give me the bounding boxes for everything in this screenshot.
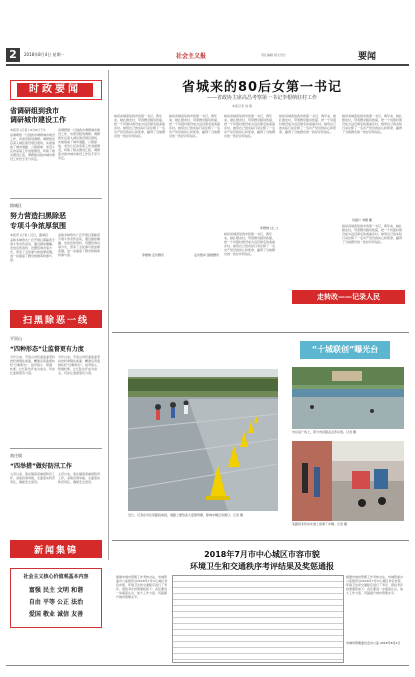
column-divider (108, 70, 109, 560)
main-body-col3: 她是省城派驻我市的第一书记，两年来，她扎根农村，带领群众脱贫致富，把一个贫困村建设成为远近闻名的美丽乡村。她用自己的实际行动诠释了一名共产党员的初心和使命，赢得了当地群众的一致好评和信任。 (224, 114, 276, 138)
main-byline: 本报记者 刘 翔 (232, 104, 252, 108)
main-body-col5: 她是省城派驻我市的第一书记，两年来，她扎根农村，带领群众脱贫致富，把一个贫困村建设成为远近闻名的美丽乡村。她用自己的实际行动诠释了一名共产党员的初心和使命，赢得了当地群众的一致好评和信任。 (342, 114, 403, 134)
photo-caption-2: 走访慰问 困难群众 (194, 253, 219, 257)
main-body-col2: 她是省城派驻我市的第一书记，两年来，她扎根农村，带领群众脱贫致富，把一个贫困村建设成为远近闻名的美丽乡村。她用自己的实际行动诠释了一名共产党员的初心和使命，赢得了当地群众的一致好评和信任。 (169, 114, 221, 138)
story2-byline: 本报讯 (记者 ) 近日，路城区 (10, 233, 49, 237)
date-line: 2018年8月4日 星期一 (24, 52, 65, 57)
story4-kicker: 商庄镇 (10, 453, 22, 458)
results-table (172, 575, 344, 663)
anti-crime-banner-box (10, 310, 102, 328)
story3-body: 今年以来，平顶山市纪委监委坚持把纪律挺在前面，精准运用监督执纪“四种形态”，抓早抓小、防微杜渐，让红脸出汗成为常态，切实让监督更有力度。 (10, 355, 55, 375)
bottom-headline-2: 环境卫生和交通秩序考评结果及奖惩通报 (190, 562, 334, 571)
core-values-row1: 富强 民主 文明 和谐 (28, 587, 84, 594)
paper-logo: 社会主义报 (176, 53, 207, 60)
left-column (6, 70, 106, 670)
story3-body-col2: 今年以来，平顶山市纪委监委坚持把纪律挺在前面，精准运用监督执纪“四种形态”，抓早抓小、防微杜渐，让红脸出汗成为常态，切实让监督更有力度。 (58, 355, 101, 375)
divider (10, 198, 102, 199)
bottom-headline-1: 2018年7月市中心城区市容市貌 (204, 550, 320, 559)
page-number: 2 (6, 48, 20, 62)
story2-kicker: 路城区 (10, 203, 22, 208)
divider (10, 448, 102, 449)
masthead (6, 48, 409, 66)
bottom-footer: 市城市管理委员会办公室 2018年8月2日 (346, 641, 401, 645)
story1-headline-2: 调研城市建设工作 (10, 116, 66, 124)
core-values-row2: 自由 平等 公正 法治 (28, 599, 84, 606)
current-affairs-header (10, 80, 102, 100)
story4-headline: “四举措”做好防汛工作 (10, 463, 72, 470)
feature-section (112, 332, 409, 538)
main-body-col5b: 她是省城派驻我市的第一书记，两年来，她扎根农村，带领群众脱贫致富，把一个贫困村建设成为远近闻名的美丽乡村。她用自己的实际行动诠释了一名共产党员的初心和使命，赢得了当地群众的一致好评和信任。 (342, 224, 403, 244)
anti-crime-banner: 扫黑除恶一线 (22, 316, 89, 326)
story3-kicker: 平顶山 (10, 336, 22, 341)
story2-headline-2: 专项斗争浓厚氛围 (10, 222, 66, 230)
photo-street-image (292, 441, 404, 521)
story1-byline: 本报讯 (记者 ) 6月8日下午 (10, 128, 47, 132)
main-subhead: ——省政协主席高昌考察第一书记李根纳驻村工作 (206, 95, 317, 101)
news-roundup-banner: 新闻集锦 (33, 546, 78, 556)
bottom-body-col3: 根据市城市管理工作考核办法，市城管委办公室组织对2018年7月中心城区市容市貌、环境卫生和交通秩序进行了考评，现将考评结果通报如下：各区要进一步提高认识，加大工作力度，巩固提升城市管理水平。 (346, 575, 404, 595)
photo-caption-3: 李根纳 (左二) (260, 226, 279, 230)
story4-body: 入汛以来，商庄镇高度重视防汛工作，采取四项举措，全面落实防汛责任，确保安全度汛。 (10, 472, 55, 484)
bottom-body-col1: 根据市城市管理工作考核办法，市城管委办公室组织对2018年7月中心城区市容市貌、环境卫生和交通秩序进行了考评，现将考评结果通报如下：各区要进一步提高认识，加大工作力度，巩固提升城市管理水平。 (116, 575, 168, 599)
main-body-col1: 她是省城派驻我市的第一书记，两年来，她扎根农村，带领群众脱贫致富，把一个贫困村建设成为远近闻名的美丽乡村。她用自己的实际行动诠释了一名共产党员的初心和使命，赢得了当地群众的一致好评和信任。 (114, 114, 166, 138)
photo-cones-road-image (128, 369, 278, 511)
story1-body: 省调研组一行到我市调研城市建设工作，市领导陪同调研。调研组先后深入城区建设项目现场，实地察看了城市道路、公园绿地、老旧小区改造等工作进展情况，听取了相关情况汇报。调研组对我市城市建设工作给予充分肯定。 (10, 133, 55, 161)
main-body-col4: 她是省城派驻我市的第一书记，两年来，她扎根农村，带领群众脱贫致富，把一个贫困村建设成为远近闻名的美丽乡村。她用自己的实际行动诠释了一名共产党员的初心和使命，赢得了当地群众的一致好评和信任。 (279, 114, 337, 134)
core-values-row3: 爱国 敬业 诚信 友善 (28, 611, 84, 618)
feature-title-box (300, 341, 390, 359)
story2-headline-1: 努力营造扫黑除恶 (10, 212, 66, 220)
story3-headline: “四种形态”让监督更有力度 (10, 346, 84, 353)
feature-title: “十城联创”曝光台 (311, 345, 379, 354)
photo-square (292, 367, 404, 429)
story1-body-col2: 省调研组一行到我市调研城市建设工作，市领导陪同调研。调研组先后深入城区建设项目现场，实地察看了城市道路、公园绿地、老旧小区改造等工作进展情况，听取了相关情况汇报。调研组对我市城市建设工作给予充分肯定。 (58, 128, 101, 160)
main-headline: 省城来的80后女第一书记 (181, 80, 343, 95)
mid-caption: 贫困户 刘翔 摄 (352, 218, 372, 222)
news-roundup-banner-box (10, 540, 102, 558)
story2-body-col2: 采取多种形式广泛开展扫黑除恶专项斗争宣传活动，通过悬挂横幅、发放宣传资料、设置咨询台等方式，营造了全民参与的浓厚氛围，进一步提高了群众知晓率和参与度。 (58, 233, 101, 257)
story1-headline-1: 省调研组到我市 (10, 107, 59, 115)
core-values-title: 社会主义核心价值观基本内容 (23, 574, 89, 580)
photo2-caption: 市区某广场上，部分市民随意丢弃垃圾。记者 摄 (292, 430, 356, 434)
main-body-col3b: 她是省城派驻我市的第一书记，两年来，她扎根农村，带领群众脱贫致富，把一个贫困村建设成为远近闻名的美丽乡村。她用自己的实际行动诠释了一名共产党员的初心和使命，赢得了当地群众的一致好评和信任。 (224, 232, 276, 256)
editor-line: 责任编辑 版式设计 (261, 53, 286, 57)
story2-body: 采取多种形式广泛开展扫黑除恶专项斗争宣传活动，通过悬挂横幅、发放宣传资料、设置咨询台等方式，营造了全民参与的浓厚氛围，进一步提高了群众知晓率和参与度。 (10, 238, 55, 262)
photo3-caption: 某路段非机动车道上停满了车辆。记者 摄 (292, 522, 347, 526)
column-banner-box (292, 290, 405, 304)
footer-rule (6, 665, 409, 666)
photo-street (292, 441, 404, 521)
core-values-box (10, 568, 102, 628)
bottom-story (112, 540, 409, 663)
column-banner: 走转改——记录人民 (317, 293, 380, 301)
photo-caption-1: 李根纳 走访群众 (142, 253, 164, 257)
story4-body-col2: 入汛以来，商庄镇高度重视防汛工作，采取四项举措，全面落实防汛责任，确保安全度汛。 (58, 472, 101, 484)
photo-square-image (292, 367, 404, 429)
current-affairs-title: 时政要闻 (17, 83, 93, 97)
photo1-caption: 近日，记者在市区某路段看到，道路上摆放着大量锥形桶，影响车辆正常通行。记者 摄 (128, 513, 243, 517)
photo-cones-road (128, 369, 278, 511)
section-title: 要闻 (358, 52, 377, 62)
